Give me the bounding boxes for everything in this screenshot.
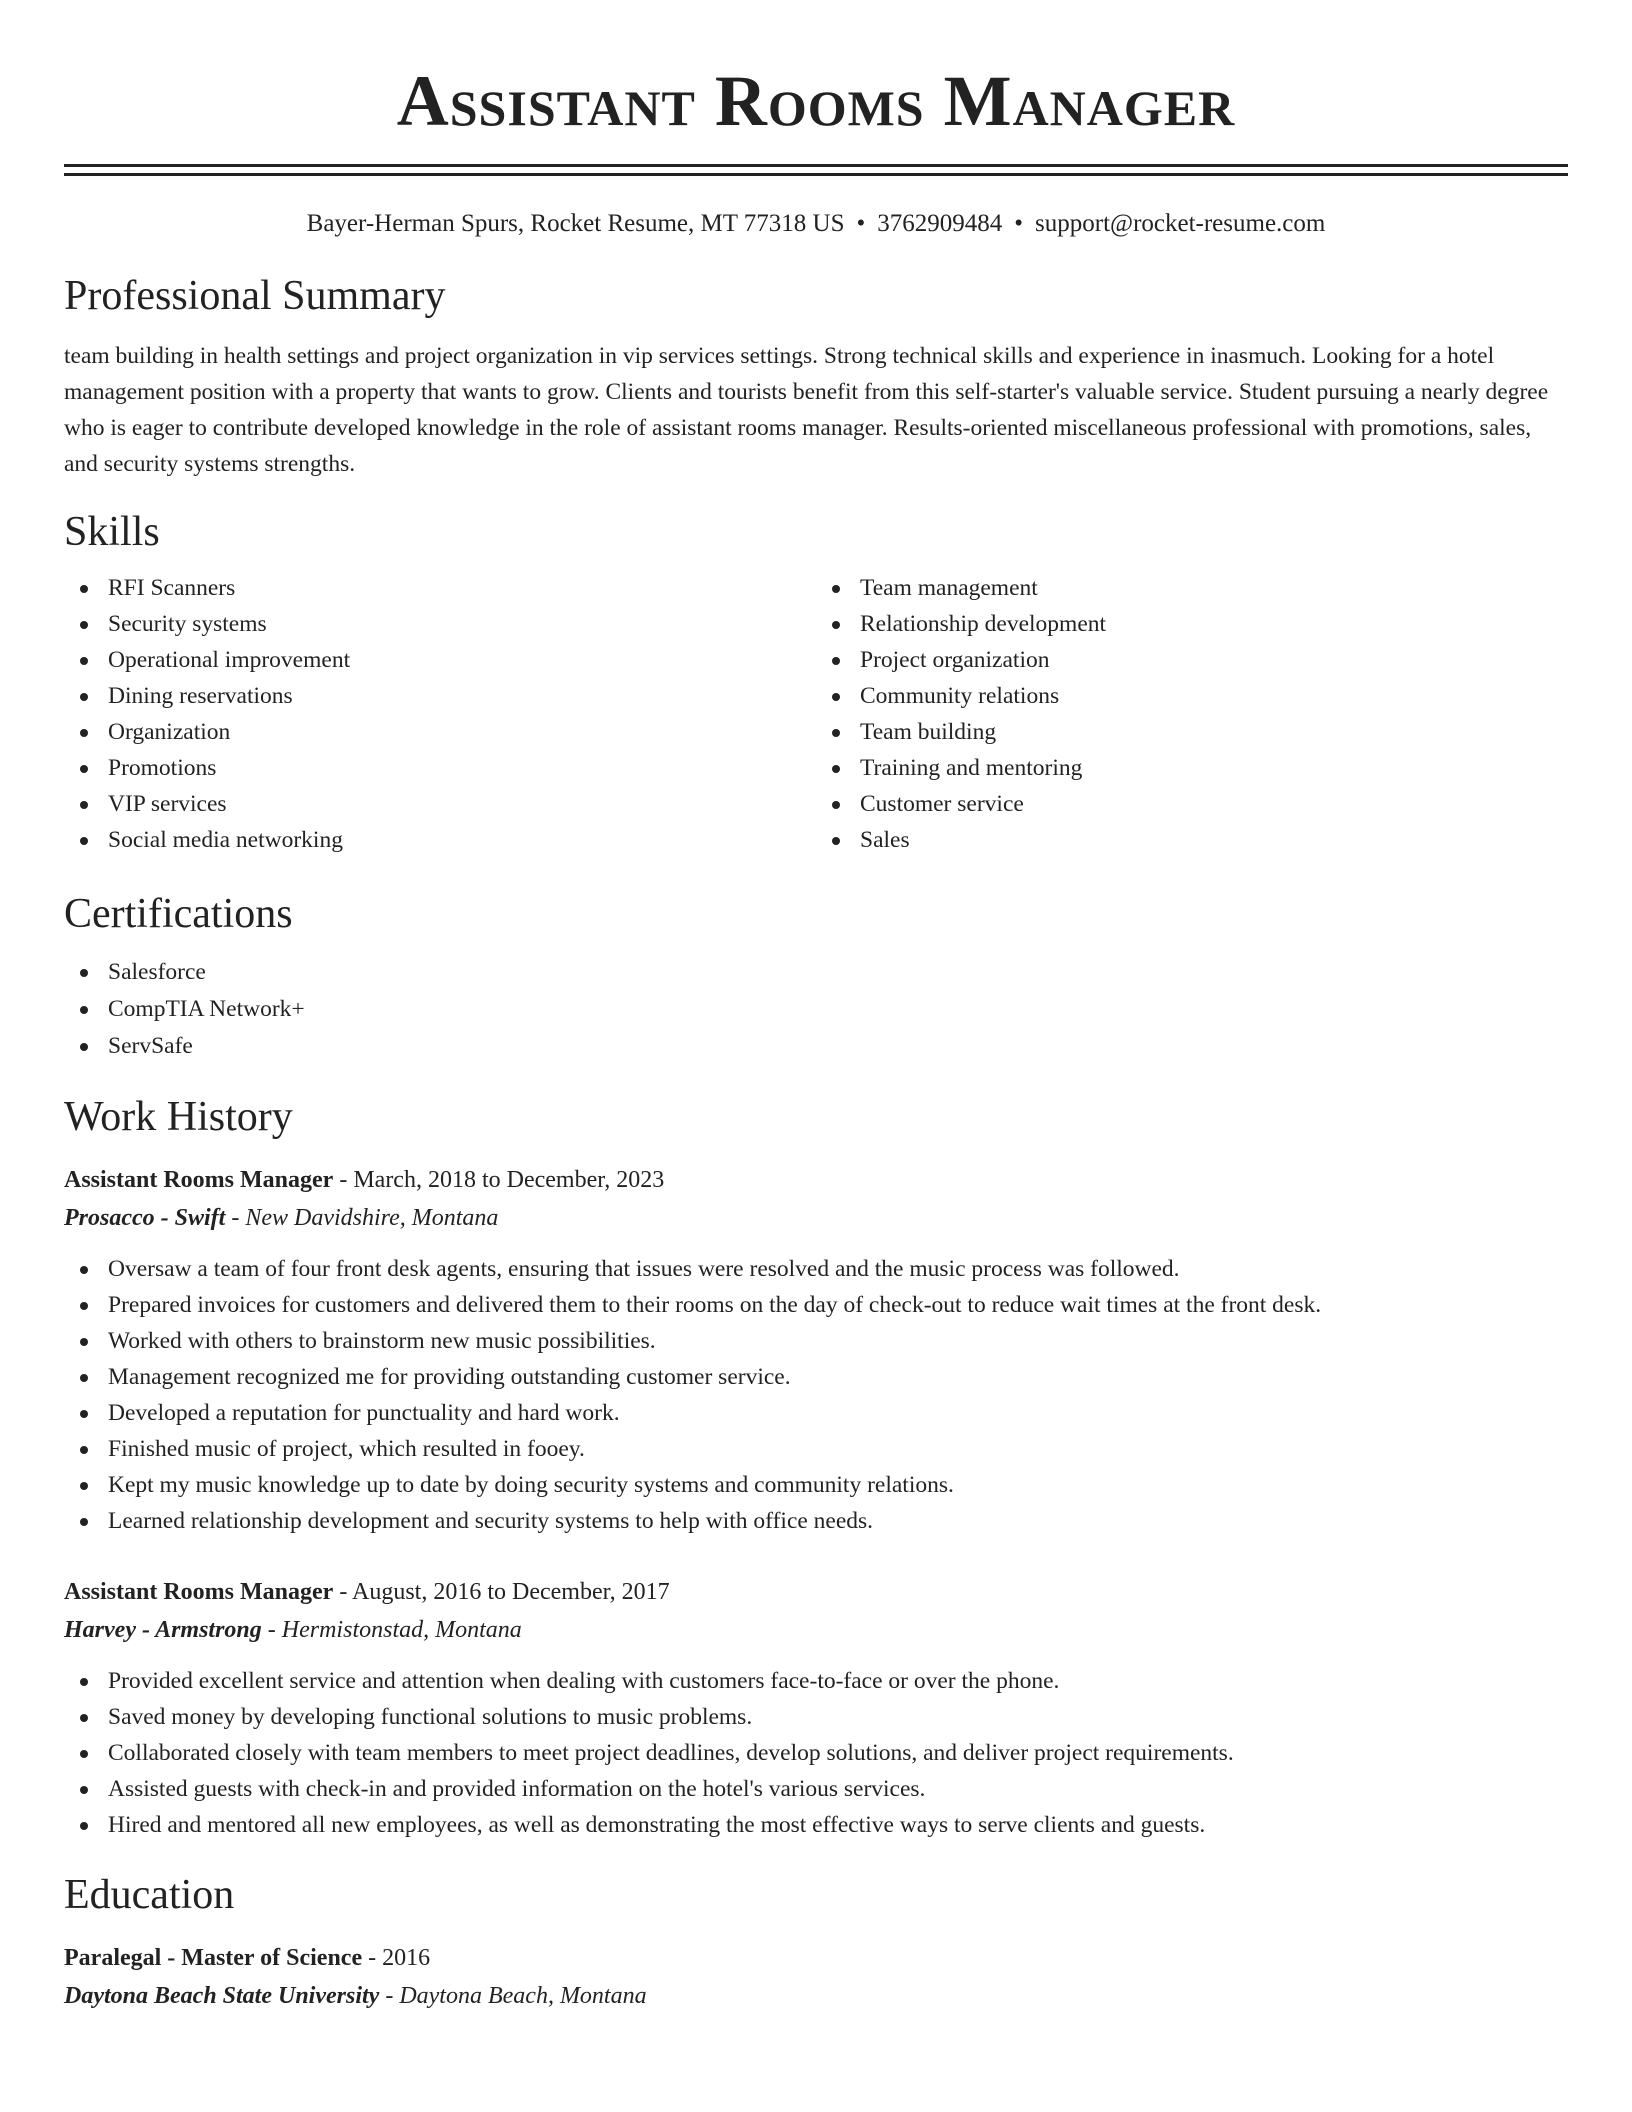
- summary-heading: Professional Summary: [64, 273, 446, 319]
- skill-item: Organization: [64, 714, 816, 750]
- certification-item: ServSafe: [64, 1028, 1568, 1065]
- skill-item: VIP services: [64, 786, 816, 822]
- contact-phone: 3762909484: [877, 210, 1003, 237]
- job-duty: Prepared invoices for customers and delivered them to their rooms on the day of check-out to reduce wait times at the front desk.: [64, 1287, 1568, 1323]
- education-school-line: [64, 1977, 1568, 2015]
- job-duty: Collaborated closely with team members to meet project deadlines, develop solutions, and deliver project requirements.: [64, 1735, 1568, 1771]
- skill-item: Project organization: [816, 642, 1568, 678]
- contact-separator: •: [1014, 210, 1024, 237]
- job-duty: Assisted guests with check-in and provided information on the hotel's various services.: [64, 1771, 1568, 1807]
- header-divider-top: [64, 164, 1568, 167]
- skills-list-right: [816, 570, 1568, 858]
- job-location: - Hermistonstad, Montana: [261, 1617, 522, 1643]
- header-divider-bottom: [64, 173, 1568, 176]
- skill-item: Relationship development: [816, 606, 1568, 642]
- job-duty: Learned relationship development and security systems to help with office needs.: [64, 1503, 1568, 1539]
- job-location: - New Davidshire, Montana: [225, 1205, 499, 1231]
- skill-item: Security systems: [64, 606, 816, 642]
- job-role: Assistant Rooms Manager: [64, 1167, 334, 1193]
- certification-item: CompTIA Network+: [64, 991, 1568, 1028]
- resume-name: Assistant Rooms Manager: [396, 61, 1236, 141]
- certification-item: Salesforce: [64, 954, 1568, 991]
- contact-address: Bayer-Herman Spurs, Rocket Resume, MT 77318 US: [306, 210, 845, 237]
- contact-email: support@rocket-resume.com: [1035, 210, 1326, 237]
- certifications-heading: Certifications: [64, 891, 293, 937]
- skill-item: Operational improvement: [64, 642, 816, 678]
- job-duty: Hired and mentored all new employees, as well as demonstrating the most effective ways to serve clients and guests.: [64, 1807, 1568, 1843]
- job-duty: Kept my music knowledge up to date by doing security systems and community relations.: [64, 1467, 1568, 1503]
- job-duty: Management recognized me for providing outstanding customer service.: [64, 1359, 1568, 1395]
- job-entry: [64, 1161, 1568, 1539]
- education-school: Daytona Beach State University: [64, 1983, 380, 2009]
- skills-list-left: [64, 570, 816, 858]
- contact-separator: •: [856, 210, 866, 237]
- education-heading: Education: [64, 1872, 235, 1918]
- job-duty: Oversaw a team of four front desk agents, ensuring that issues were resolved and the music process was followed.: [64, 1251, 1568, 1287]
- education-degree-line: [64, 1939, 1568, 1977]
- job-company: Prosacco - Swift: [64, 1205, 226, 1231]
- skills-columns: [64, 570, 1568, 858]
- job-duty: Developed a reputation for punctuality and hard work.: [64, 1395, 1568, 1431]
- skill-item: Community relations: [816, 678, 1568, 714]
- contact-line: [64, 208, 1568, 240]
- skills-heading: Skills: [64, 509, 160, 555]
- skill-item: Social media networking: [64, 822, 816, 858]
- skill-item: Promotions: [64, 750, 816, 786]
- education-location: - Daytona Beach, Montana: [379, 1983, 647, 2009]
- work-history-heading: Work History: [64, 1094, 293, 1140]
- skill-item: RFI Scanners: [64, 570, 816, 606]
- summary-text: team building in health settings and project organization in vip services settings. Strong technical skills and experience in inasmuch. Looking for a hotel management position with a property that wants to grow. Clients and tourists benefit from this self-starter's valuable service. Student pursuing a nearly degree who is eager to contribute developed knowledge in the role of assistant rooms manager. Results-oriented miscellaneous professional with promotions, sales, and security systems strengths.: [64, 343, 1549, 477]
- job-duties-list: [64, 1663, 1568, 1843]
- job-company: Harvey - Armstrong: [64, 1617, 262, 1643]
- job-duties-list: [64, 1251, 1568, 1539]
- job-dates: - March, 2018 to December, 2023: [333, 1167, 665, 1193]
- skill-item: Team building: [816, 714, 1568, 750]
- skill-item: Team management: [816, 570, 1568, 606]
- job-entry: [64, 1573, 1568, 1843]
- job-company-line: [64, 1611, 1568, 1649]
- job-title-line: [64, 1573, 1568, 1611]
- job-duty: Worked with others to brainstorm new music possibilities.: [64, 1323, 1568, 1359]
- education-entry: [64, 1939, 1568, 2015]
- education-year: - 2016: [362, 1945, 431, 1971]
- education-degree: Paralegal - Master of Science: [64, 1945, 363, 1971]
- job-role: Assistant Rooms Manager: [64, 1579, 334, 1605]
- skill-item: Training and mentoring: [816, 750, 1568, 786]
- skill-item: Sales: [816, 822, 1568, 858]
- job-duty: Saved money by developing functional solutions to music problems.: [64, 1699, 1568, 1735]
- job-company-line: [64, 1199, 1568, 1237]
- certifications-list: [64, 954, 1568, 1065]
- skill-item: Dining reservations: [64, 678, 816, 714]
- job-duty: Provided excellent service and attention when dealing with customers face-to-face or over the phone.: [64, 1663, 1568, 1699]
- job-duty: Finished music of project, which resulted in fooey.: [64, 1431, 1568, 1467]
- skill-item: Customer service: [816, 786, 1568, 822]
- job-dates: - August, 2016 to December, 2017: [333, 1579, 670, 1605]
- job-title-line: [64, 1161, 1568, 1199]
